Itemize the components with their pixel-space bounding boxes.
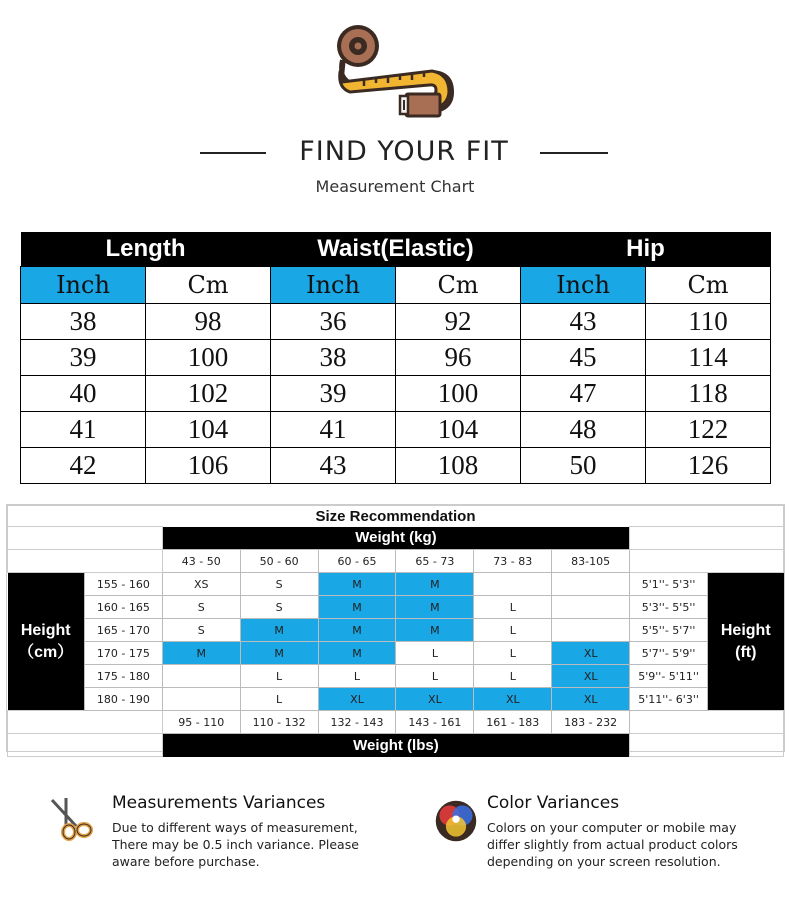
group-length: Length <box>21 232 271 267</box>
unit-header: Inch <box>21 267 146 304</box>
unit-header: Cm <box>396 267 521 304</box>
table-row <box>21 448 771 484</box>
ft-range: 5'9''- 5'11'' <box>630 665 708 688</box>
measurement-variances <box>112 793 359 870</box>
table-cell: 43 <box>271 448 396 484</box>
blank-cell <box>630 711 784 734</box>
size-row <box>8 596 784 619</box>
size-cell <box>162 665 240 688</box>
table-cell: 104 <box>396 412 521 448</box>
size-cell: S <box>162 596 240 619</box>
kg-range: 43 - 50 <box>162 550 240 573</box>
cm-range: 155 - 160 <box>84 573 162 596</box>
page-subtitle: Measurement Chart <box>315 177 475 196</box>
size-cell <box>552 573 630 596</box>
ft-range: 5'3''- 5'5'' <box>630 596 708 619</box>
table-cell: 110 <box>646 304 771 340</box>
blank-cell <box>630 527 784 550</box>
table-cell: 36 <box>271 304 396 340</box>
blank-cell <box>8 550 163 573</box>
size-cell: XL <box>474 688 552 711</box>
size-cell <box>474 573 552 596</box>
table-row <box>21 304 771 340</box>
size-cell: S <box>162 619 240 642</box>
table-cell: 118 <box>646 376 771 412</box>
size-row <box>8 642 784 665</box>
text-line: differ slightly from actual product colors <box>487 837 738 852</box>
ft-range: 5'11''- 6'3'' <box>630 688 708 711</box>
lbs-range: 143 - 161 <box>396 711 474 734</box>
ft-range: 5'1''- 5'3'' <box>630 573 708 596</box>
lbs-range: 110 - 132 <box>240 711 318 734</box>
kg-range: 65 - 73 <box>396 550 474 573</box>
color-variances <box>487 793 738 870</box>
lbs-range-row <box>8 711 784 734</box>
group-waist: Waist(Elastic) <box>271 232 521 267</box>
blank-cell <box>630 734 784 757</box>
size-cell: M <box>396 573 474 596</box>
table-cell: 108 <box>396 448 521 484</box>
cm-range: 170 - 175 <box>84 642 162 665</box>
size-cell: M <box>318 642 396 665</box>
blank-cell <box>630 550 784 573</box>
size-recommendation-title: Size Recommendation <box>8 506 784 527</box>
table-cell: 40 <box>21 376 146 412</box>
text-line: depending on your screen resolution. <box>487 854 721 869</box>
height-cm-label-line1: Height <box>20 621 71 639</box>
table-cell: 41 <box>271 412 396 448</box>
measurement-table <box>20 232 771 484</box>
size-cell: M <box>240 642 318 665</box>
size-cell: L <box>474 596 552 619</box>
kg-range-row <box>8 550 784 573</box>
height-cm-label <box>8 573 85 711</box>
size-cell: L <box>240 688 318 711</box>
group-hip: Hip <box>521 232 771 267</box>
lbs-range: 132 - 143 <box>318 711 396 734</box>
weight-lbs-header: Weight (lbs) <box>162 734 629 757</box>
size-cell: XL <box>396 688 474 711</box>
text-line: There may be 0.5 inch variance. Please <box>112 837 359 852</box>
table-cell: 126 <box>646 448 771 484</box>
title-divider-right <box>540 152 608 154</box>
page-title: FIND YOUR FIT <box>299 136 509 167</box>
text-line: aware before purchase. <box>112 854 260 869</box>
size-cell: M <box>240 619 318 642</box>
size-cell: S <box>240 573 318 596</box>
unit-header: Inch <box>521 267 646 304</box>
size-cell: XL <box>552 665 630 688</box>
size-cell: L <box>318 665 396 688</box>
size-recommendation-table <box>7 505 784 757</box>
table-cell: 41 <box>21 412 146 448</box>
table-cell: 114 <box>646 340 771 376</box>
kg-range: 83-105 <box>552 550 630 573</box>
blank-cell <box>8 711 163 734</box>
table-cell: 45 <box>521 340 646 376</box>
measurement-variances-title: Measurements Variances <box>112 793 326 813</box>
size-cell: L <box>240 665 318 688</box>
size-cell: XL <box>552 642 630 665</box>
size-cell <box>552 596 630 619</box>
measuring-tape-icon <box>330 22 455 127</box>
scissors-icon <box>46 796 96 846</box>
table-cell: 98 <box>146 304 271 340</box>
size-cell: L <box>474 642 552 665</box>
size-cell: S <box>240 596 318 619</box>
table-cell: 92 <box>396 304 521 340</box>
ft-range: 5'7''- 5'9'' <box>630 642 708 665</box>
table-cell: 48 <box>521 412 646 448</box>
table-cell: 122 <box>646 412 771 448</box>
table-cell: 39 <box>271 376 396 412</box>
height-ft-label <box>708 573 784 711</box>
table-cell: 39 <box>21 340 146 376</box>
table-cell: 96 <box>396 340 521 376</box>
table-cell: 38 <box>21 304 146 340</box>
measurement-variances-text <box>112 819 359 870</box>
lbs-range: 161 - 183 <box>474 711 552 734</box>
table-cell: 47 <box>521 376 646 412</box>
kg-range: 73 - 83 <box>474 550 552 573</box>
blank-cell <box>8 527 163 550</box>
unit-header-row <box>21 267 771 304</box>
height-ft-label-line1: Height <box>720 621 771 639</box>
table-cell: 102 <box>146 376 271 412</box>
kg-range: 50 - 60 <box>240 550 318 573</box>
table-cell: 42 <box>21 448 146 484</box>
size-row <box>8 665 784 688</box>
lbs-range: 183 - 232 <box>552 711 630 734</box>
height-cm-label-line2: （cm） <box>18 643 74 661</box>
lbs-range: 95 - 110 <box>162 711 240 734</box>
table-row <box>21 376 771 412</box>
table-cell: 100 <box>396 376 521 412</box>
text-line: Colors on your computer or mobile may <box>487 820 737 835</box>
unit-header: Cm <box>146 267 271 304</box>
color-variances-text <box>487 819 738 870</box>
table-row <box>21 340 771 376</box>
size-cell: M <box>396 596 474 619</box>
text-line: Due to different ways of measurement, <box>112 820 358 835</box>
unit-header: Cm <box>646 267 771 304</box>
table-row <box>21 412 771 448</box>
size-cell: XL <box>318 688 396 711</box>
blank-cell <box>8 734 163 757</box>
size-cell: M <box>396 619 474 642</box>
color-wheel-icon <box>433 798 479 844</box>
size-row <box>8 573 784 596</box>
size-cell: XL <box>552 688 630 711</box>
size-cell: L <box>396 642 474 665</box>
size-cell: M <box>162 642 240 665</box>
table-cell: 38 <box>271 340 396 376</box>
title-row <box>0 136 790 170</box>
table-cell: 104 <box>146 412 271 448</box>
table-cell: 106 <box>146 448 271 484</box>
size-cell: M <box>318 596 396 619</box>
size-cell <box>552 619 630 642</box>
size-cell: L <box>396 665 474 688</box>
unit-header: Inch <box>271 267 396 304</box>
cm-range: 180 - 190 <box>84 688 162 711</box>
table-cell: 100 <box>146 340 271 376</box>
table-cell: 50 <box>521 448 646 484</box>
cm-range: 175 - 180 <box>84 665 162 688</box>
color-variances-title: Color Variances <box>487 793 620 813</box>
size-cell: XS <box>162 573 240 596</box>
group-header-row <box>21 232 771 267</box>
size-cell <box>162 688 240 711</box>
table-cell: 43 <box>521 304 646 340</box>
size-row <box>8 619 784 642</box>
kg-range: 60 - 65 <box>318 550 396 573</box>
title-divider-left <box>200 152 266 154</box>
cm-range: 160 - 165 <box>84 596 162 619</box>
weight-kg-header: Weight (kg) <box>162 527 629 550</box>
height-ft-label-line2: (ft) <box>735 643 757 661</box>
size-cell: L <box>474 619 552 642</box>
size-row <box>8 688 784 711</box>
ft-range: 5'5''- 5'7'' <box>630 619 708 642</box>
size-recommendation-panel <box>6 504 785 752</box>
size-cell: L <box>474 665 552 688</box>
size-cell: M <box>318 573 396 596</box>
size-cell: M <box>318 619 396 642</box>
cm-range: 165 - 170 <box>84 619 162 642</box>
